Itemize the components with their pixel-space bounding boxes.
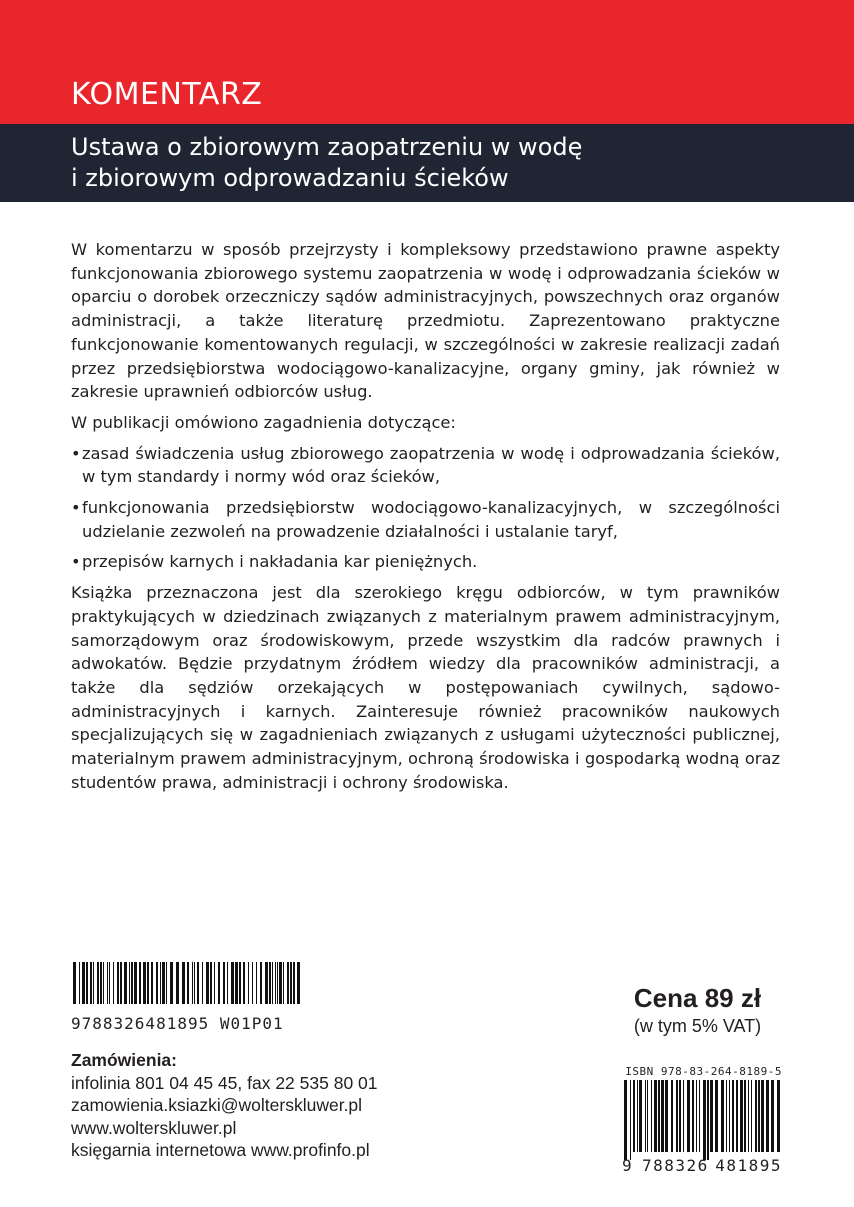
barcode-bar xyxy=(120,962,122,1004)
internal-barcode-bars xyxy=(71,962,303,1012)
book-title-line-2: i zbiorowym odprowadzaniu ścieków xyxy=(71,164,509,192)
barcode-bar xyxy=(252,962,253,1004)
barcode-bar xyxy=(630,1080,631,1160)
barcode-bar xyxy=(134,962,137,1004)
price-vat: (w tym 5% VAT) xyxy=(633,1016,762,1036)
barcode-bar xyxy=(766,1080,769,1152)
barcode-bar xyxy=(715,1080,718,1152)
barcode-bar xyxy=(671,1080,673,1152)
topic-item: • funkcjonowania przedsiębiorstw wodociągowo-kanalizacyjnych, w szczególności udzielanie zezwoleń na prowadzenie działalności i ustalanie taryf, xyxy=(71,496,780,543)
barcode-bar xyxy=(683,1080,684,1152)
barcode-bar xyxy=(732,1080,734,1152)
barcode-bar xyxy=(182,962,185,1004)
barcode-bar xyxy=(160,962,161,1004)
topic-item: • przepisów karnych i nakładania kar pieniężnych. xyxy=(71,550,780,574)
barcode-bar xyxy=(661,1080,664,1152)
barcode-bar xyxy=(710,1080,713,1152)
barcode-bar xyxy=(93,962,94,1004)
topics-heading: W publikacji omówiono zagadnienia dotyczące: xyxy=(71,412,456,432)
barcode-bar xyxy=(170,962,173,1004)
barcode-bar xyxy=(771,1080,774,1152)
barcode-bar xyxy=(293,962,295,1004)
barcode-bar xyxy=(73,962,76,1004)
barcode-bar xyxy=(235,962,238,1004)
isbn-digits xyxy=(622,1156,782,1175)
barcode-bar xyxy=(624,1080,627,1160)
barcode-bar xyxy=(761,1080,764,1152)
description-intro: W komentarzu w sposób przejrzysty i kompleksowy przedstawiono prawne aspekty funkcjonowania zbiorowego systemu zaopatrzenia w wodę i odprowadzania ścieków w oparciu o dorobek orzeczniczy sądów administracyjnych, powszechnych oraz organów administracji, a także literaturę przedmiotu. Zaprezentowano praktyczne funkcjonowanie komentowanych regulacji, w szczególności w zakresie realizacji zadań przez przedsiębiorstwa wodociągowo-kanalizacyjne, organy gminy, jak również w zakresie uprawnień odbiorców usług. xyxy=(71,240,780,402)
barcode-bar xyxy=(218,962,220,1004)
barcode-bar xyxy=(654,1080,657,1152)
barcode-bar xyxy=(265,962,268,1004)
barcode-bar xyxy=(117,962,119,1004)
barcode-bar xyxy=(645,1080,646,1152)
barcode-bar xyxy=(202,962,203,1004)
barcode-bar xyxy=(729,1080,730,1152)
barcode-bar xyxy=(97,962,99,1004)
barcode-bar xyxy=(726,1080,727,1152)
barcode-bar xyxy=(139,962,141,1004)
barcode-bar xyxy=(758,1080,760,1152)
barcode-bar xyxy=(637,1080,638,1152)
barcode-bar xyxy=(192,962,193,1004)
barcode-bar xyxy=(639,1080,642,1152)
barcode-bar xyxy=(692,1080,694,1152)
barcode-bar xyxy=(275,962,276,1004)
barcode-bar xyxy=(651,1080,652,1152)
orders-shop: księgarnia internetowa www.profinfo.pl xyxy=(71,1140,370,1160)
book-title-line-1: Ustawa o zbiorowym zaopatrzeniu w wodę xyxy=(71,133,583,161)
orders-phone: infolinia 801 04 45 45, fax 22 535 80 01 xyxy=(71,1072,378,1093)
barcode-bar xyxy=(131,962,133,1004)
internal-barcode xyxy=(71,962,303,1033)
barcode-bar xyxy=(283,962,284,1004)
barcode-bar xyxy=(124,962,127,1004)
barcode-bar xyxy=(658,1080,660,1152)
barcode-bar xyxy=(176,962,179,1004)
barcode-bar xyxy=(197,962,199,1004)
barcode-bar xyxy=(166,962,167,1004)
barcode-bar xyxy=(676,1080,678,1152)
barcode-bar xyxy=(82,962,85,1004)
barcode-bar xyxy=(696,1080,697,1152)
isbn-barcode-bars xyxy=(622,1080,782,1160)
barcode-bar xyxy=(210,962,212,1004)
barcode-bar xyxy=(721,1080,724,1152)
barcode-bar xyxy=(113,962,114,1004)
series-label: KOMENTARZ xyxy=(71,77,263,112)
barcode-bar xyxy=(147,962,149,1004)
isbn-label: ISBN 978-83-264-8189-5 xyxy=(625,1065,782,1078)
orders-email: zamowienia.ksiazki@wolterskluwer.pl xyxy=(71,1095,363,1115)
barcode-bar xyxy=(707,1080,709,1160)
barcode-bar xyxy=(100,962,102,1004)
barcode-bar xyxy=(223,962,225,1004)
barcode-bar xyxy=(206,962,209,1004)
barcode-bar xyxy=(679,1080,681,1152)
barcode-bar xyxy=(736,1080,738,1152)
barcode-bar xyxy=(103,962,104,1004)
barcode-bar xyxy=(703,1080,706,1160)
barcode-bar xyxy=(151,962,153,1004)
barcode-bar xyxy=(79,962,80,1004)
barcode-bar xyxy=(665,1080,668,1152)
isbn-digits-group-2: 481895 xyxy=(715,1156,782,1175)
barcode-bar xyxy=(272,962,273,1004)
barcode-bar xyxy=(248,962,249,1004)
barcode-bar xyxy=(297,962,300,1004)
barcode-bar xyxy=(633,1080,635,1152)
barcode-bar xyxy=(156,962,158,1004)
barcode-bar xyxy=(162,962,165,1004)
internal-barcode-number: 9788326481895 W01P01 xyxy=(71,1014,284,1033)
barcode-bar xyxy=(687,1080,690,1152)
barcode-bar xyxy=(129,962,130,1004)
barcode-bar xyxy=(290,962,292,1004)
barcode-bar xyxy=(699,1080,700,1152)
audience-paragraph: Książka przeznaczona jest dla szerokiego kręgu odbiorców, w tym prawników praktykujących w dziedzinach związanych z materialnym prawem administracyjnym, samorządowym oraz środowiskowym, przede wszystkim dla radców prawnych i adwokatów. Będzie przydatnym źródłem wiedzy dla pracowników administracji, a także dla sędziów orzekających w postępowaniach cywilnych, sądowo-administracyjnych i karnych. Zainteresuje również pracowników naukowych specjalizujących się w zagadnieniach związanych z usługami użyteczności publicznej, materialnym prawem administracyjnym, ochroną środowiska i gospodarką wodną oraz studentów prawa, administracji i ochrony środowiska. xyxy=(71,583,780,792)
barcode-bar xyxy=(748,1080,749,1152)
barcode-bar xyxy=(143,962,146,1004)
isbn-digits-group-1: 788326 xyxy=(642,1156,709,1175)
barcode-bar xyxy=(187,962,189,1004)
barcode-bar xyxy=(744,1080,746,1152)
topic-item: • zasad świadczenia usług zbiorowego zaopatrzenia w wodę i odprowadzania ścieków, w tym standardy i normy wód oraz ścieków, xyxy=(71,442,780,489)
barcode-bar xyxy=(86,962,88,1004)
barcode-bar xyxy=(287,962,289,1004)
barcode-bar xyxy=(740,1080,743,1152)
barcode-bar xyxy=(755,1080,757,1152)
barcode-bar xyxy=(109,962,110,1004)
book-title xyxy=(71,132,582,194)
orders-website: www.wolterskluwer.pl xyxy=(71,1117,237,1138)
barcode-bar xyxy=(231,962,234,1004)
description xyxy=(71,238,780,801)
barcode-bar xyxy=(243,962,245,1004)
barcode-bar xyxy=(277,962,278,1004)
barcode-bar xyxy=(194,962,195,1004)
orders-heading: Zamówienia: xyxy=(71,1050,177,1070)
topics-list xyxy=(71,442,780,575)
barcode-bar xyxy=(279,962,282,1004)
barcode-bar xyxy=(269,962,271,1004)
barcode-bar xyxy=(260,962,262,1004)
barcode-bar xyxy=(777,1080,780,1152)
price-main: Cena 89 zł xyxy=(633,983,762,1013)
barcode-bar xyxy=(227,962,228,1004)
isbn-digit-lead: 9 xyxy=(622,1156,632,1175)
barcode-bar xyxy=(239,962,241,1004)
barcode-bar xyxy=(751,1080,752,1152)
barcode-bar xyxy=(647,1080,648,1152)
barcode-bar xyxy=(256,962,257,1004)
barcode-bar xyxy=(90,962,92,1004)
barcode-bar xyxy=(107,962,108,1004)
barcode-bar xyxy=(214,962,215,1004)
isbn-barcode xyxy=(622,1065,782,1175)
orders-info xyxy=(71,1049,378,1162)
price-block xyxy=(610,983,785,1037)
